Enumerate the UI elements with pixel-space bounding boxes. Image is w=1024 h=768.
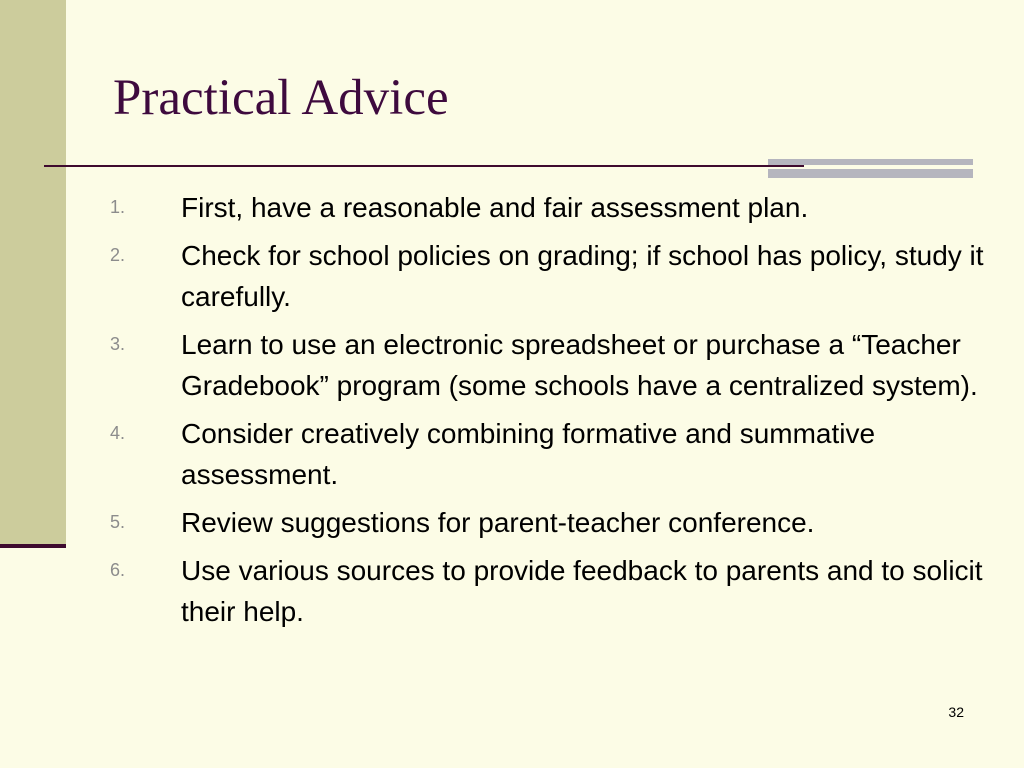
list-item <box>110 550 990 632</box>
advice-list <box>110 187 990 639</box>
list-item-number: 6. <box>110 560 126 580</box>
list-item <box>110 187 990 228</box>
list-item-number: 4. <box>110 423 126 443</box>
title-underline-rule <box>44 165 804 167</box>
list-item <box>110 235 990 317</box>
list-item-text: Consider creatively combining formative and summative assessment. <box>181 418 876 490</box>
accent-bar-bottom <box>768 169 973 178</box>
list-item-text: Check for school policies on grading; if school has policy, study it carefully. <box>181 240 984 312</box>
list-item-text: Learn to use an electronic spreadsheet or purchase a “Teacher Gradebook” program (some schools have a centralized system). <box>181 329 978 401</box>
page-number: 32 <box>948 704 964 720</box>
list-item <box>110 413 990 495</box>
left-decorative-rule <box>0 544 66 548</box>
list-item-text: Use various sources to provide feedback to parents and to solicit their help. <box>181 555 983 627</box>
list-item-text: Review suggestions for parent-teacher conference. <box>181 507 815 538</box>
list-item <box>110 502 990 543</box>
list-item-number: 3. <box>110 334 126 354</box>
list-item-number: 1. <box>110 197 126 217</box>
list-item-number: 5. <box>110 512 126 532</box>
accent-bar-top <box>768 159 973 165</box>
list-item <box>110 324 990 406</box>
list-item-text: First, have a reasonable and fair assessment plan. <box>181 192 809 223</box>
slide-title: Practical Advice <box>113 70 449 126</box>
list-item-number: 2. <box>110 245 126 265</box>
left-decorative-bar <box>0 0 66 546</box>
